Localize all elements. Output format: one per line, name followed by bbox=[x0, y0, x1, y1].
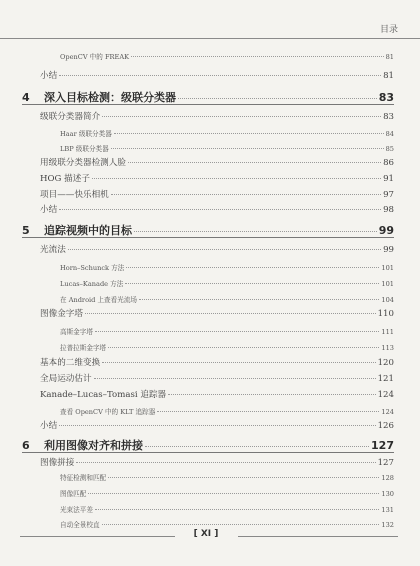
leader-dots bbox=[85, 313, 376, 314]
chapter-rule bbox=[22, 237, 394, 238]
toc-entry-page: 130 bbox=[381, 490, 394, 498]
leader-dots bbox=[108, 347, 379, 348]
toc-entry-label: Lucas–Kanade 方法 bbox=[60, 280, 124, 288]
leader-dots bbox=[68, 249, 381, 250]
toc-entry-label: 基本的二维变换 bbox=[40, 358, 101, 368]
chapter-heading-5[interactable] bbox=[22, 222, 394, 238]
toc-entry-page: 104 bbox=[381, 296, 394, 304]
toc-entry-page: 124 bbox=[377, 390, 394, 400]
leader-dots bbox=[95, 509, 379, 510]
chapter-page: 83 bbox=[378, 91, 394, 104]
toc-entry-page: 81 bbox=[383, 71, 394, 81]
toc-entry-label: 高斯金字塔 bbox=[60, 328, 93, 336]
leader-dots bbox=[59, 425, 375, 426]
chapter-number: 6 bbox=[22, 439, 30, 452]
toc-entry[interactable] bbox=[60, 51, 394, 61]
leader-dots bbox=[134, 231, 377, 232]
page-number: [ XI ] bbox=[193, 529, 219, 539]
toc-entry[interactable] bbox=[40, 156, 394, 168]
toc-entry[interactable] bbox=[60, 128, 394, 138]
toc-entry-label: 图像拼接 bbox=[40, 458, 75, 468]
leader-dots bbox=[168, 394, 375, 395]
toc-entry[interactable] bbox=[40, 307, 394, 319]
toc-entry-page: 91 bbox=[383, 174, 394, 184]
toc-entry[interactable] bbox=[40, 172, 394, 184]
header-rule bbox=[0, 38, 420, 39]
leader-dots bbox=[145, 446, 369, 447]
toc-entry-page: 99 bbox=[383, 245, 394, 255]
toc-entry-label: 小结 bbox=[40, 421, 58, 431]
toc-entry-label: HOG 描述子 bbox=[40, 174, 90, 184]
toc-entry[interactable] bbox=[40, 372, 394, 384]
leader-dots bbox=[92, 178, 381, 179]
toc-entry-page: 126 bbox=[377, 421, 394, 431]
toc-entry-page: 121 bbox=[377, 374, 394, 384]
chapter-title: 深入目标检测：级联分类器 bbox=[44, 91, 176, 104]
toc-entry-page: 84 bbox=[385, 130, 394, 138]
toc-entry-label: Kanade–Lucas–Tomasi 追踪器 bbox=[40, 390, 167, 400]
leader-dots bbox=[111, 148, 384, 149]
chapter-page: 99 bbox=[378, 224, 394, 237]
leader-dots bbox=[88, 493, 379, 494]
chapter-heading-6[interactable] bbox=[22, 437, 394, 453]
toc-entry-page: 111 bbox=[381, 328, 394, 336]
toc-entry-label: 图像匹配 bbox=[60, 490, 87, 498]
leader-dots bbox=[157, 411, 379, 412]
chapter-number: 4 bbox=[22, 91, 30, 104]
leader-dots bbox=[128, 162, 381, 163]
leader-dots bbox=[114, 133, 384, 134]
leader-dots bbox=[111, 194, 381, 195]
toc-entry[interactable] bbox=[60, 504, 394, 514]
chapter-rule bbox=[22, 104, 394, 105]
toc-entry-label: Horn–Schunck 方法 bbox=[60, 264, 125, 272]
toc-entry[interactable] bbox=[60, 294, 394, 304]
toc-entry[interactable] bbox=[60, 488, 394, 498]
chapter-page: 127 bbox=[371, 439, 394, 452]
toc-entry[interactable] bbox=[60, 278, 394, 288]
footer-rule-right bbox=[238, 536, 398, 537]
toc-entry-page: 86 bbox=[383, 158, 394, 168]
toc-entry-label: 小结 bbox=[40, 205, 58, 215]
leader-dots bbox=[102, 362, 375, 363]
leader-dots bbox=[131, 56, 384, 57]
toc-entry-page: 85 bbox=[385, 145, 394, 153]
toc-entry[interactable] bbox=[60, 406, 394, 416]
toc-entry-label: 级联分类器简介 bbox=[40, 112, 101, 122]
leader-dots bbox=[95, 331, 379, 332]
toc-entry-label: LBP 级联分类器 bbox=[60, 145, 109, 153]
toc-entry-page: 97 bbox=[383, 190, 394, 200]
toc-entry-label: 特征检测和匹配 bbox=[60, 474, 107, 482]
toc-entry-label: 用级联分类器检测人脸 bbox=[40, 158, 126, 168]
toc-entry[interactable] bbox=[40, 419, 394, 431]
toc-entry[interactable] bbox=[40, 188, 394, 200]
toc-entry-page: 81 bbox=[385, 53, 394, 61]
toc-entry[interactable] bbox=[40, 203, 394, 215]
leader-dots bbox=[59, 209, 381, 210]
toc-entry-label: 光流法 bbox=[40, 245, 66, 255]
toc-entry-label: Haar 级联分类器 bbox=[60, 130, 112, 138]
toc-entry-label: OpenCV 中的 FREAK bbox=[60, 53, 130, 61]
toc-entry-page: 110 bbox=[377, 309, 394, 319]
toc-entry-page: 127 bbox=[377, 458, 394, 468]
toc-entry-label: 光束法平差 bbox=[60, 506, 93, 514]
toc-entry-label: 查看 OpenCV 中的 KLT 追踪器 bbox=[60, 408, 156, 416]
toc-entry-page: 113 bbox=[381, 344, 394, 352]
toc-entry-page: 124 bbox=[381, 408, 394, 416]
toc-entry-page: 83 bbox=[383, 112, 394, 122]
leader-dots bbox=[94, 378, 376, 379]
page-footer bbox=[0, 526, 420, 546]
page-header bbox=[0, 0, 420, 40]
leader-dots bbox=[108, 477, 379, 478]
toc-entry-label: 项目——快乐相机 bbox=[40, 190, 109, 200]
toc-entry-label: 拉普拉斯金字塔 bbox=[60, 344, 107, 352]
toc-entry-label: 全局运动估计 bbox=[40, 374, 92, 384]
leader-dots bbox=[178, 98, 377, 99]
leader-dots bbox=[139, 299, 379, 300]
footer-rule-left bbox=[20, 536, 175, 537]
toc-entry[interactable] bbox=[60, 143, 394, 153]
toc-entry-page: 128 bbox=[381, 474, 394, 482]
toc-entry[interactable] bbox=[40, 110, 394, 122]
header-title: 目录 bbox=[379, 25, 398, 35]
toc-entry[interactable] bbox=[60, 326, 394, 336]
leader-dots bbox=[76, 462, 375, 463]
toc-entry-label: 图像金字塔 bbox=[40, 309, 83, 319]
toc-entry-page: 101 bbox=[381, 264, 394, 272]
toc-entry-page: 131 bbox=[381, 506, 394, 514]
toc-entry-page: 98 bbox=[383, 205, 394, 215]
toc-entry[interactable] bbox=[40, 69, 394, 81]
toc-entry-label: 在 Android 上查看光流场 bbox=[60, 296, 138, 304]
chapter-title: 利用图像对齐和拼接 bbox=[44, 439, 143, 452]
toc-entry[interactable] bbox=[40, 356, 394, 368]
leader-dots bbox=[125, 283, 379, 284]
toc-entry[interactable] bbox=[60, 262, 394, 272]
toc-entry[interactable] bbox=[60, 472, 394, 482]
toc-entry[interactable] bbox=[40, 388, 394, 400]
leader-dots bbox=[59, 75, 381, 76]
toc-entry-page: 120 bbox=[377, 358, 394, 368]
toc-entry-label: 自动全景校直 bbox=[60, 521, 100, 529]
leader-dots bbox=[126, 267, 379, 268]
toc-entry[interactable] bbox=[40, 243, 394, 255]
toc-entry-page: 101 bbox=[381, 280, 394, 288]
leader-dots bbox=[102, 116, 381, 117]
chapter-number: 5 bbox=[22, 224, 30, 237]
chapter-rule bbox=[22, 452, 394, 453]
chapter-heading-4[interactable] bbox=[22, 89, 394, 105]
chapter-title: 追踪视频中的目标 bbox=[44, 224, 132, 237]
toc-entry-page: 132 bbox=[381, 521, 394, 529]
toc-entry[interactable] bbox=[60, 342, 394, 352]
toc-entry[interactable] bbox=[40, 456, 394, 468]
leader-dots bbox=[102, 524, 380, 525]
toc-entry-label: 小结 bbox=[40, 71, 58, 81]
